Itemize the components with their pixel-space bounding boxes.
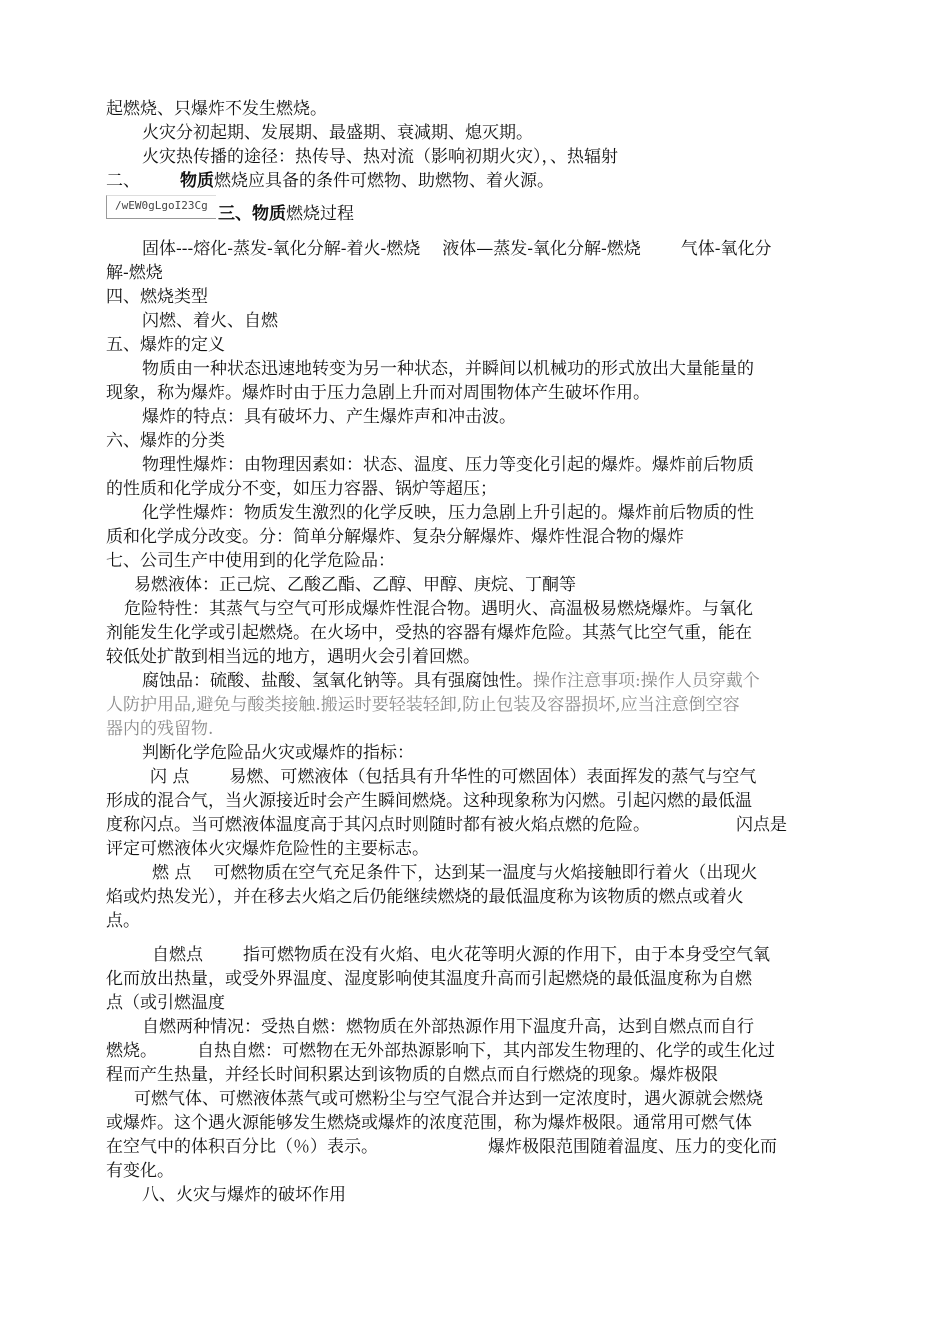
- text-segment: 腐蚀品：硫酸、盐酸、氢氧化钠等。具有强腐蚀性。: [142, 671, 533, 691]
- text-segment: 在空气中的体积百分比（％）表示。: [106, 1137, 378, 1157]
- text-line: 化学性爆炸：物质发生激烈的化学反映，压力急剧上升引起的。爆炸前后物质的性: [142, 503, 754, 523]
- heading-bold-text: 物质: [180, 171, 214, 191]
- text-segment: 可燃物质在空气充足条件下，达到某一温度与火焰接触即行着火（出现火: [213, 863, 758, 883]
- text-line: [106, 861, 840, 885]
- text-segment: 爆炸极限范围随着温度、压力的变化而: [488, 1137, 777, 1157]
- text-line: [106, 1039, 840, 1063]
- document-body: [106, 97, 840, 1207]
- section-heading-5: 五、爆炸的定义: [106, 335, 225, 355]
- text-line: 火灾分初起期、发展期、最盛期、衰减期、熄灭期。: [142, 123, 533, 143]
- text-line: 可燃气体、可燃液体蒸气或可燃粉尘与空气混合并达到一定浓度时，遇火源就会燃烧: [134, 1089, 763, 1109]
- text-line: 火灾热传播的途径：热传导、热对流（影响初期火灾），、热辐射: [142, 147, 618, 167]
- text-line: 程而产生热量，并经长时间积累达到该物质的自燃点而自行燃烧的现象。爆炸极限: [106, 1065, 718, 1085]
- gray-note-line: 人防护用品,避免与酸类接触.搬运时要轻装轻卸,防止包装及容器损坏,应当注意倒空容: [106, 695, 740, 715]
- heading-bold-text: 三、物质: [218, 204, 286, 224]
- text-line: 自燃两种情况：受热自燃：燃物质在外部热源作用下温度升高，达到自燃点而自行: [142, 1017, 754, 1037]
- heading-text: 燃烧应具备的条件可燃物、助燃物、着火源。: [214, 171, 554, 191]
- text-line: 质和化学成分改变。分：简单分解爆炸、复杂分解爆炸、爆炸性混合物的爆炸: [106, 527, 684, 547]
- text-line: 点（或引燃温度: [106, 993, 225, 1013]
- text-segment: 液体—蒸发-氧化分解-燃烧: [442, 239, 641, 259]
- term-label: 闪 点: [150, 767, 190, 787]
- text-line: 现象，称为爆炸。爆炸时由于压力急剧上升而对周围物体产生破坏作用。: [106, 383, 650, 403]
- text-segment: 度称闪点。当可燃液体温度高于其闪点时则随时都有被火焰点燃的危险。: [106, 815, 650, 835]
- term-label: 燃 点: [152, 863, 192, 883]
- text-segment: 指可燃物质在没有火焰、电火花等明火源的作用下，由于本身受空气氧: [243, 945, 770, 965]
- text-segment: 气体-氧化分: [680, 239, 772, 259]
- text-line: 易燃液体：正己烷、乙酸乙酯、乙醇、甲醇、庚烷、丁酮等: [134, 575, 576, 595]
- text-line: 化而放出热量，或受外界温度、湿度影响使其温度升高而引起燃烧的最低温度称为自燃: [106, 969, 752, 989]
- text-line: 物质由一种状态迅速地转变为另一种状态，并瞬间以机械功的形式放出大量能量的: [142, 359, 754, 379]
- text-segment: 闪点是: [736, 815, 787, 835]
- heading-text: 燃烧过程: [286, 204, 354, 224]
- text-segment: 燃烧。: [106, 1041, 157, 1061]
- text-line: 物理性爆炸：由物理因素如：状态、温度、压力等变化引起的爆炸。爆炸前后物质: [142, 455, 754, 475]
- section-heading-3-row: [106, 193, 840, 227]
- text-line: 的性质和化学成分不变，如压力容器、锅炉等超压；: [106, 479, 497, 499]
- text-line: [106, 1135, 840, 1159]
- text-line: 闪燃、着火、自燃: [142, 311, 278, 331]
- section-heading-6: 六、爆炸的分类: [106, 431, 225, 451]
- text-line: 起燃烧、只爆炸不发生燃烧。: [106, 99, 327, 119]
- text-segment: 易燃、可燃液体（包括具有升华性的可燃固体）表面挥发的蒸气与空气: [229, 767, 757, 787]
- text-line: [106, 943, 840, 967]
- text-line: 危险特性：其蒸气与空气可形成爆炸性混合物。遇明火、高温极易燃烧爆炸。与氧化: [124, 599, 753, 619]
- section-heading-8: 八、火灾与爆炸的破坏作用: [142, 1185, 346, 1205]
- text-line: 爆炸的特点：具有破坏力、产生爆炸声和冲击波。: [142, 407, 516, 427]
- text-line: 焰或灼热发光），并在移去火焰之后仍能继续燃烧的最低温度称为该物质的燃点或着火: [106, 887, 744, 907]
- heading-number: 二、: [106, 171, 140, 191]
- text-line: 有变化。: [106, 1161, 174, 1181]
- section-heading-7: 七、公司生产中使用到的化学危险品：: [106, 551, 395, 571]
- text-line: 解-燃烧: [106, 263, 163, 283]
- gray-note-text: 操作注意事项:操作人员穿戴个: [533, 671, 760, 691]
- text-line: [106, 813, 840, 837]
- text-line: [106, 669, 840, 693]
- text-segment: 自热自燃：可燃物在无外部热源影响下，其内部发生物理的、化学的或生化过: [197, 1041, 775, 1061]
- gray-note-line: 器内的残留物.: [106, 719, 214, 739]
- text-line: [106, 765, 840, 789]
- text-line: 较低处扩散到相当远的地方，遇明火会引着回燃。: [106, 647, 480, 667]
- term-label: 自燃点: [152, 945, 203, 965]
- section-heading-4: 四、燃烧类型: [106, 287, 208, 307]
- text-line: [106, 237, 840, 261]
- section-heading-3: [218, 199, 354, 224]
- text-line: 点。: [106, 911, 140, 931]
- text-line: 评定可燃液体火灾爆炸危险性的主要标志。: [106, 839, 429, 859]
- text-line: 形成的混合气，当火源接近时会产生瞬间燃烧。这种现象称为闪燃。引起闪燃的最低温: [106, 791, 752, 811]
- section-heading-2: [106, 169, 840, 193]
- text-line: 或爆炸。这个遇火源能够发生燃烧或爆炸的浓度范围，称为爆炸极限。通常用可燃气体: [106, 1113, 752, 1133]
- hidden-field-stamp: /wEW0gLgoI23Cg: [106, 195, 216, 219]
- text-line: 剂能发生化学或引起燃烧。在火场中，受热的容器有爆炸危险。其蒸气比空气重，能在: [106, 623, 752, 643]
- text-segment: 固体---熔化-蒸发-氧化分解-着火-燃烧: [142, 239, 421, 259]
- text-line: 判断化学危险品火灾或爆炸的指标：: [142, 743, 414, 763]
